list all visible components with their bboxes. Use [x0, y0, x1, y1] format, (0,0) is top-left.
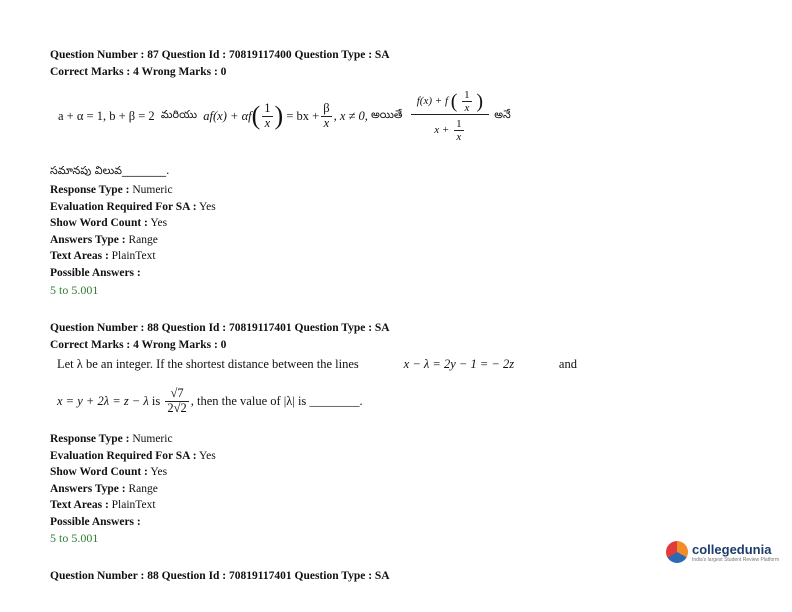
q87-eq-part1: a + α = 1, b + β = 2 [58, 108, 155, 123]
q88-line1-eq: x − λ = 2y − 1 = − 2z [403, 357, 515, 371]
footer-question-header: Question Number : 88 Question Id : 70819117401 Question Type : SA [50, 570, 390, 582]
q87-field-text-areas: Text Areas : PlainText [50, 250, 156, 262]
q87-field-word-count: Show Word Count : Yes [50, 217, 168, 229]
q87-field-answers-type: Answers Type : Range [50, 233, 158, 246]
q88-line2-eq: x = y + 2λ = z − λ [57, 393, 149, 408]
q88-field-response-type: Response Type : Numeric [50, 433, 173, 445]
q88-blank: ________. [309, 393, 363, 408]
q87-telugu-value: సమానపు విలువ [50, 164, 122, 177]
q87-eq-part2: af(x) + αf [203, 108, 252, 123]
q88-answer: 5 to 5.001 [50, 531, 99, 545]
q88-field-text-areas: Text Areas : PlainText [50, 499, 156, 511]
q87-telugu-and: మరియు [160, 108, 198, 121]
q87-blank: ________. [122, 164, 170, 177]
logo-mark-icon [666, 541, 688, 563]
q88-header: Question Number : 88 Question Id : 70819117401 Question Type : SA [50, 322, 390, 334]
q88-line1 [57, 357, 577, 372]
q87-fields [50, 182, 216, 281]
logo-tagline: India's largest Student Review Platform [692, 556, 780, 563]
q87-field-possible-answers: Possible Answers : [50, 266, 141, 279]
q87-x-ne-0: , x ≠ 0, [333, 108, 368, 123]
q87-frac-beta-over-x: $\frac{\beta}{x}$ [323, 100, 330, 130]
q87-field-evaluation: Evaluation Required For SA : Yes [50, 200, 216, 213]
q87-frac-1-over-x: $\frac{1}{x}$ [264, 100, 271, 130]
q88-line2 [57, 380, 363, 422]
q87-telugu-then: అయితే [370, 108, 403, 121]
collegedunia-logo [666, 541, 779, 563]
q87-answer: 5 to 5.001 [50, 283, 99, 297]
q88-field-word-count: Show Word Count : Yes [50, 466, 168, 478]
q88-field-answers-type: Answers Type : Range [50, 482, 158, 495]
q87-equation: a + α = 1, b + β = 2 మరియు af(x) + αf ( $\frac{1}{x}$ ) = bx + $\frac{\beta}{x}$ , x ≠ 0, అయితే f(x) + f ( $\frac{1}{x}$ ) x + $\frac{1}{x}$ అనే [58, 88, 511, 144]
logo-name: collegedunia [692, 541, 772, 557]
q87-eq-sign: = bx + [286, 108, 320, 123]
q88-line2-is: is [151, 393, 161, 408]
q88-fields [50, 431, 216, 530]
q87-marks: Correct Marks : 4 Wrong Marks : 0 [50, 66, 227, 78]
q88-line1-and: and [558, 357, 577, 371]
q88-marks: Correct Marks : 4 Wrong Marks : 0 [50, 339, 227, 351]
q87-telugu-value-line [50, 164, 170, 180]
q88-field-evaluation: Evaluation Required For SA : Yes [50, 449, 216, 462]
q87-telugu-is: అనే [494, 108, 511, 121]
q87-field-response-type: Response Type : Numeric [50, 184, 173, 196]
q88-field-possible-answers: Possible Answers : [50, 515, 141, 528]
q87-header: Question Number : 87 Question Id : 70819117400 Question Type : SA [50, 49, 390, 61]
q88-line1-text: Let λ be an integer. If the shortest distance between the lines [57, 357, 359, 371]
q88-frac-sqrt7-over-2sqrt2: $\frac{√7}{2√2}$ [167, 385, 187, 415]
q87-big-fraction: f(x) + f ( $\frac{1}{x}$ ) x + $\frac{1}{x}$ [411, 89, 489, 143]
q88-line2-rest: , then the value of |λ| is [190, 393, 307, 408]
